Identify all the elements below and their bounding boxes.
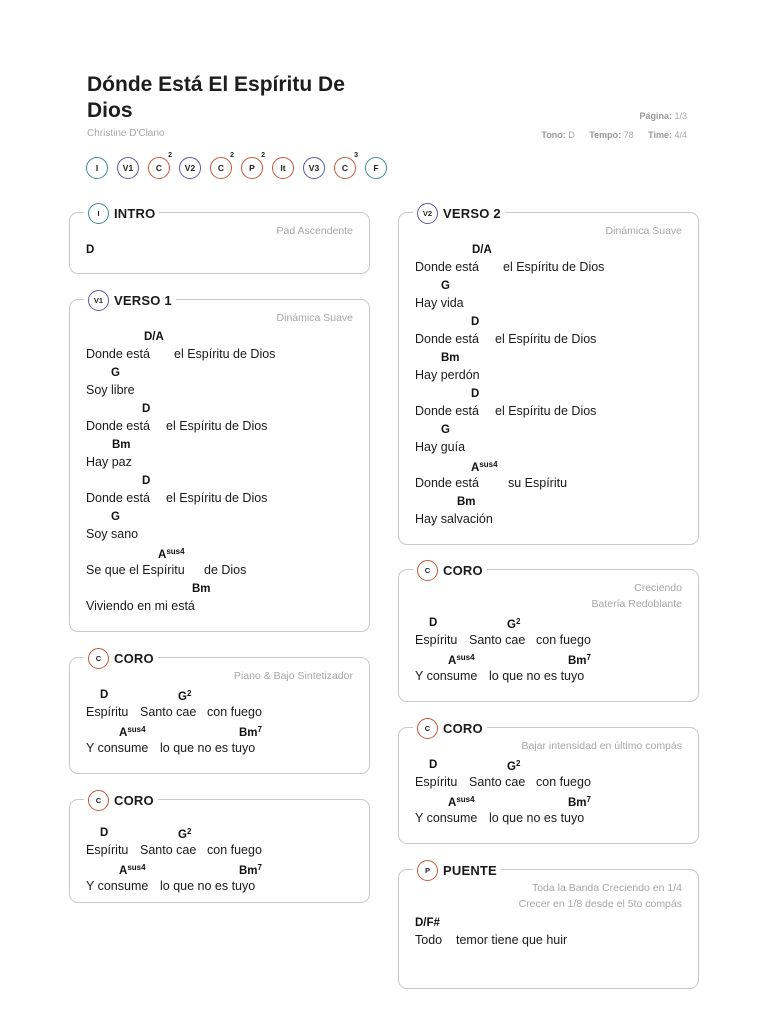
chord-extension: sus4 [479, 460, 498, 469]
lyric-row [86, 878, 353, 894]
section-body [415, 754, 682, 830]
chord-row [415, 315, 682, 331]
section-title: CORO [114, 651, 154, 666]
nav-badge-coro[interactable] [148, 152, 172, 179]
chord: G [441, 424, 450, 436]
section-intro [69, 206, 370, 274]
chord-row [86, 826, 353, 842]
lyric-row [415, 403, 682, 419]
lyric-segment: Espíritu [86, 705, 129, 719]
chord: $G^2$ [178, 689, 192, 703]
chord: $A^{sus4}$ [119, 863, 146, 877]
nav-badge-count: 3 [354, 152, 358, 159]
chord-extension: 2 [515, 617, 521, 626]
time-value: 4/4 [674, 130, 687, 140]
key-value: D [568, 130, 575, 140]
chord-line [86, 402, 353, 438]
section-note: Piano & Bajo Sintetizador [233, 670, 353, 682]
chord-line [86, 474, 353, 510]
lyric-segment: Todo [415, 933, 443, 947]
lyric-segment: temor tiene que huir [456, 933, 568, 947]
chord-row [415, 243, 682, 259]
chord-extension: 7 [586, 653, 591, 662]
section-body [415, 612, 682, 688]
chord-row [415, 794, 682, 810]
chord: D [471, 316, 480, 328]
section-title: INTRO [114, 206, 156, 221]
chord-row [86, 582, 353, 598]
chord: Bm [441, 352, 460, 364]
time-label: Time: [648, 130, 672, 140]
chord-extension: sus4 [127, 725, 146, 734]
chord-line [415, 243, 682, 279]
lyric-segment: Donde está [86, 491, 150, 505]
section-puente [398, 863, 699, 989]
nav-badge-final[interactable] [365, 157, 387, 179]
chord-row [86, 510, 353, 526]
section-heading [413, 203, 505, 224]
lyric-segment: Se que el Espíritu [86, 563, 185, 577]
chord-extension: sus4 [127, 863, 146, 872]
chord: D [142, 403, 151, 415]
lyric-segment: lo que no es tuyo [489, 669, 585, 683]
chord: $A^{sus4}$ [158, 547, 185, 561]
chord-row [415, 387, 682, 403]
chord-line [415, 616, 682, 652]
lyric-segment: Hay perdón [415, 368, 480, 382]
section-heading [84, 790, 158, 811]
chord-row [86, 474, 353, 490]
chord: D/A [472, 244, 492, 256]
lyric-row [86, 740, 353, 756]
chord-line [86, 330, 353, 366]
section-title: CORO [443, 563, 483, 578]
section-coro-4 [398, 721, 699, 844]
chord-extension: 2 [186, 689, 192, 698]
chord: D/A [144, 331, 164, 343]
section-body [415, 239, 682, 531]
chord-row [415, 652, 682, 668]
section-heading [413, 860, 501, 881]
lyric-row [86, 598, 353, 614]
tempo-value: 78 [623, 130, 634, 140]
chord-line [86, 826, 353, 862]
section-body [86, 239, 353, 263]
nav-badge-count: 2 [168, 152, 172, 159]
section-verso2 [398, 206, 699, 545]
section-heading [413, 560, 487, 581]
chord-row [415, 459, 682, 475]
nav-badge-label: C [217, 163, 225, 173]
lyric-segment: Santo cae [140, 705, 197, 719]
nav-badge-coro[interactable] [334, 152, 358, 179]
lyric-row [86, 454, 353, 470]
chord: $A^{sus4}$ [119, 725, 146, 739]
nav-badge-label: V2 [184, 163, 196, 173]
chord-row [86, 724, 353, 740]
lyric-row [415, 632, 682, 648]
nav-badge-label: C [341, 163, 349, 173]
chord-row [415, 279, 682, 295]
lyric-segment: Santo cae [469, 775, 526, 789]
lyric-segment: Hay vida [415, 296, 464, 310]
chord-line [415, 387, 682, 423]
section-badge: I [88, 203, 109, 224]
lyric-segment: Soy libre [86, 383, 135, 397]
section-heading [84, 290, 176, 311]
chord-line [415, 916, 682, 952]
section-nav [86, 152, 387, 179]
lyric-segment: con fuego [207, 843, 262, 857]
section-coro-2 [69, 793, 370, 903]
lyric-segment: Y consume [86, 741, 149, 755]
lyric-row [86, 562, 353, 578]
chord: Bm$^7$ [239, 725, 262, 739]
nav-badge-verso2[interactable] [179, 157, 201, 179]
lyric-segment: el Espíritu de Dios [495, 332, 597, 346]
lyric-segment: Y consume [415, 669, 478, 683]
lyric-row [86, 704, 353, 720]
chord: Bm$^7$ [568, 653, 591, 667]
lyric-row [86, 382, 353, 398]
nav-badge-intro[interactable] [86, 157, 108, 179]
section-badge: C [88, 648, 109, 669]
lyric-segment: Viviendo en mi está [86, 599, 195, 613]
lyric-segment: lo que no es tuyo [160, 879, 256, 893]
chord-extension: 7 [586, 795, 591, 804]
lyric-segment: el Espíritu de Dios [174, 347, 276, 361]
lyric-segment: el Espíritu de Dios [503, 260, 605, 274]
chord: Bm [457, 496, 476, 508]
lyric-segment: Donde está [415, 404, 479, 418]
nav-badge-count: 2 [230, 152, 234, 159]
page-value: 1/3 [674, 111, 687, 121]
section-badge: C [88, 790, 109, 811]
lyric-row [415, 259, 682, 275]
nav-badge-label: I [95, 163, 99, 173]
lyric-segment: Donde está [415, 332, 479, 346]
chord-line [86, 688, 353, 724]
chord-line [415, 652, 682, 688]
section-body [86, 684, 353, 760]
section-heading [84, 648, 158, 669]
lyric-row [86, 842, 353, 858]
chord-row [415, 423, 682, 439]
chord: $A^{sus4}$ [448, 795, 475, 809]
chord-row [86, 862, 353, 878]
chord-extension: sus4 [456, 653, 475, 662]
section-heading [413, 718, 487, 739]
key-label: Tono: [541, 130, 566, 140]
chord-line [86, 582, 353, 618]
lyric-segment: Y consume [86, 879, 149, 893]
chord-row [415, 351, 682, 367]
chord-row [415, 495, 682, 511]
nav-badge-count: 2 [261, 152, 265, 159]
chord: Bm$^7$ [568, 795, 591, 809]
section-badge: V2 [417, 203, 438, 224]
lyric-segment: Donde está [415, 260, 479, 274]
chord-line [86, 438, 353, 474]
chord-extension: 7 [257, 863, 262, 872]
nav-badge-label: P [249, 163, 255, 173]
lyric-segment: su Espíritu [508, 476, 568, 490]
nav-badge-label: It [280, 163, 286, 173]
section-badge: C [417, 560, 438, 581]
section-badge: V1 [88, 290, 109, 311]
lyric-segment: Espíritu [415, 775, 458, 789]
page-indicator [639, 111, 687, 121]
lyric-segment: el Espíritu de Dios [495, 404, 597, 418]
nav-badge-label: C [155, 163, 163, 173]
page-label: Página: [639, 111, 672, 121]
lyric-row [86, 418, 353, 434]
chord-extension: sus4 [456, 795, 475, 804]
lyric-segment: Hay paz [86, 455, 132, 469]
chord: G [111, 367, 120, 379]
section-note: Dinámica Suave [605, 225, 682, 237]
lyric-segment: con fuego [536, 775, 591, 789]
song-title: Dónde Está El Espíritu De Dios [87, 73, 345, 122]
section-title: VERSO 1 [114, 293, 172, 308]
nav-badge-verso3[interactable] [303, 157, 325, 179]
nav-badge-puente[interactable] [241, 152, 265, 179]
chord-line [86, 862, 353, 898]
chord: D/F# [415, 917, 440, 929]
chord-line [415, 758, 682, 794]
lyric-segment: Hay salvación [415, 512, 493, 526]
chord: $G^2$ [507, 759, 521, 773]
chord-row [86, 243, 353, 259]
section-body [86, 326, 353, 618]
chord: D [429, 617, 438, 629]
lyric-segment: Espíritu [415, 633, 458, 647]
chord-row [415, 616, 682, 632]
section-body [415, 912, 682, 952]
lyric-row [415, 439, 682, 455]
chord: G [111, 511, 120, 523]
chord-row [86, 402, 353, 418]
chord: $A^{sus4}$ [471, 460, 498, 474]
lyric-row [415, 810, 682, 826]
section-title: VERSO 2 [443, 206, 501, 221]
chord-row [86, 366, 353, 382]
chord-line [415, 794, 682, 830]
nav-badge-verso1[interactable] [117, 157, 139, 179]
lyric-segment: Santo cae [469, 633, 526, 647]
lyric-segment: Espíritu [86, 843, 129, 857]
chord: D [100, 827, 109, 839]
chord: D [100, 689, 109, 701]
lyric-row [415, 774, 682, 790]
lyric-segment: Y consume [415, 811, 478, 825]
chord-extension: 7 [257, 725, 262, 734]
section-heading [84, 203, 159, 224]
chord-line [86, 510, 353, 546]
chord: $G^2$ [507, 617, 521, 631]
lyric-row [415, 475, 682, 491]
chord-row [415, 758, 682, 774]
section-title: CORO [114, 793, 154, 808]
lyric-segment: el Espíritu de Dios [166, 491, 268, 505]
chord: Bm$^7$ [239, 863, 262, 877]
chord: $G^2$ [178, 827, 192, 841]
section-note: Pad Ascendente [276, 225, 353, 237]
lyric-segment: con fuego [207, 705, 262, 719]
chord-row [415, 916, 682, 932]
lyric-segment: Donde está [86, 347, 150, 361]
chord-line [415, 423, 682, 459]
section-body [86, 822, 353, 898]
song-artist: Christine D'Clario [87, 128, 165, 139]
chord: $A^{sus4}$ [448, 653, 475, 667]
chord-line [415, 315, 682, 351]
section-note: Bajar intensidad en último compás [521, 740, 682, 752]
section-coro-1 [69, 651, 370, 774]
chord-extension: 2 [515, 759, 521, 768]
chord-row [86, 546, 353, 562]
tempo-label: Tempo: [589, 130, 622, 140]
nav-badge-interludio[interactable] [272, 157, 294, 179]
chord-line [415, 351, 682, 387]
lyric-segment: Soy sano [86, 527, 139, 541]
nav-badge-label: V3 [308, 163, 320, 173]
nav-badge-coro[interactable] [210, 152, 234, 179]
lyric-segment: con fuego [536, 633, 591, 647]
song-info [541, 130, 687, 140]
section-verso1 [69, 293, 370, 632]
chord-line [86, 724, 353, 760]
section-title: PUENTE [443, 863, 497, 878]
chord-line [415, 279, 682, 315]
lyric-row [415, 295, 682, 311]
chord-row [86, 330, 353, 346]
chord-extension: sus4 [166, 547, 185, 556]
chord: D [142, 475, 151, 487]
lyric-segment: lo que no es tuyo [489, 811, 585, 825]
lyric-row [415, 331, 682, 347]
lyric-segment: Donde está [415, 476, 479, 490]
lyric-row [415, 511, 682, 527]
section-coro-3 [398, 563, 699, 702]
section-badge: P [417, 860, 438, 881]
lyric-row [415, 668, 682, 684]
section-note: Crecer en 1/8 desde el 5to compás [518, 898, 682, 910]
section-title: CORO [443, 721, 483, 736]
lyric-row [86, 346, 353, 362]
chord: Bm [192, 583, 211, 595]
lyric-segment: Hay guía [415, 440, 466, 454]
chord-extension: 2 [186, 827, 192, 836]
section-note: Creciendo [634, 582, 682, 594]
nav-badge-label: V1 [122, 163, 134, 173]
chord: Bm [112, 439, 131, 451]
chord: G [441, 280, 450, 292]
lyric-segment: Donde está [86, 419, 150, 433]
chord: D [429, 759, 438, 771]
chord: D [86, 244, 95, 256]
chord-line [86, 243, 353, 263]
lyric-row [86, 490, 353, 506]
chord-line [415, 459, 682, 495]
lyric-row [415, 367, 682, 383]
lyric-segment: de Dios [204, 563, 247, 577]
chord-row [86, 688, 353, 704]
lyric-segment: el Espíritu de Dios [166, 419, 268, 433]
chord-row [86, 438, 353, 454]
lyric-row [415, 932, 682, 948]
section-note: Batería Redoblante [591, 598, 682, 610]
section-note: Toda la Banda Creciendo en 1/4 [531, 882, 682, 894]
chord-line [86, 366, 353, 402]
lyric-segment: Santo cae [140, 843, 197, 857]
chord: D [471, 388, 480, 400]
nav-badge-label: F [373, 163, 379, 173]
chord-line [415, 495, 682, 531]
lyric-segment: lo que no es tuyo [160, 741, 256, 755]
section-note: Dinámica Suave [276, 312, 353, 324]
lyric-row [86, 526, 353, 542]
chord-line [86, 546, 353, 582]
section-badge: C [417, 718, 438, 739]
